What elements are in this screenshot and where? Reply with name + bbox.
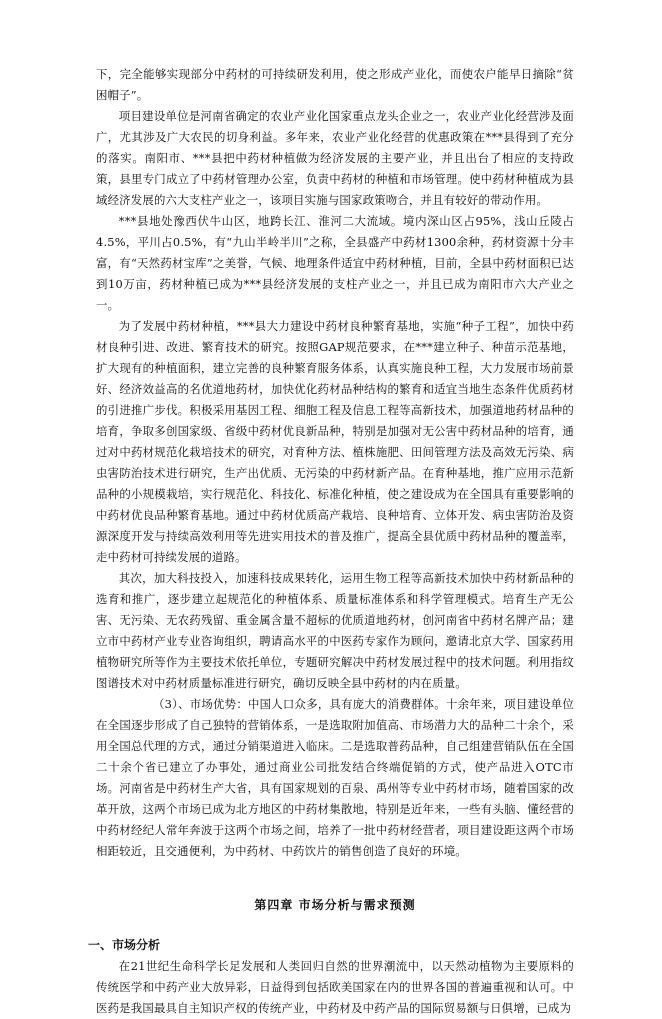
paragraph-breeding: 为了发展中药材种植，***县大力建设中药材良种繁育基地，实施“种子工程”，加快中药材良种引进、改进、繁育技术的研究。按照GAP规范要求，在***建立种子、种苗示范基地，扩大现有的种植面积，建立完善的良种繁育服务体系，认真实施良种工程，大力发展市场前景好、经济效益高的名优道地药材，加快优化药材品种结构的繁育和适宜当地生态条件优质药材的引进推广步伐。积极采用基因工程、细胞工程及信息工程等高新技术，加强道地药材品种的培育，争取多创国家级、省级中药材优良新品种，特别是加强对无公害中药材品种的培育，通过对中药材规范化栽培技术的研究，对育种方法、植株施肥、田间管理方法及高效无污染、病虫害防治技术进行研究，生产出优质、无污染的中药材新产品。在育种基地，推广应用示范新品种的小规模栽培，实行规范化、科技化、标准化种植，使之建设成为在全国具有重要影响的中药材优良品种繁育基地。通过中药材优质高产栽培、良种培育、立体开发、病虫害防治及资源深度开发与持续高效利用等先进实用技术的普及推广，提高全县优质中药材品种的覆盖率，走中药材可持续发展的道路。 [96, 319, 574, 564]
paragraph-policy: 项目建设单位是河南省确定的农业产业化国家重点龙头企业之一，农业产业化经营涉及面广，尤其涉及广大农民的切身利益。多年来，农业产业化经营的优惠政策在***县得到了充分的落实。南阳市、***县把中药材种植做为经济发展的主要产业，并且出台了相应的支持政策，县里专门成立了中药材管理办公室，负责中药材的种植和市场管理。使中药材种植成为县域经济发展的六大支柱产业之一，该项目实施与国家政策吻合，并且有较好的带动作用。 [96, 109, 574, 207]
paragraph-continuation: 下，完全能够实现部分中药材的可持续研发利用，使之形成产业化，而使农户能早日摘除“贫困帽子”。 [96, 67, 574, 102]
section-title: 一、市场分析 [88, 938, 161, 952]
chapter-title: 第四章 市场分析与需求预测 [254, 898, 416, 912]
paragraph-market-advantage: （3）、市场优势：中国人口众多，具有庞大的消费群体。十余年来，项目建设单位在全国逐步形成了自己独特的营销体系，一是选取附加值高、市场潜力大的品种二十余个，采用全国总代理的方式，通过分销渠道进入临床。二是选取普药品种，自己组建营销队伍在全国二十余个省已建立了办事处，通过商业公司批发结合终端促销的方式，使产品进入OTC市场。河南省是中药材生产大省，具有国家规划的百泉、禹州等专业中药材市场，随着国家的改革开放，这两个市场已成为北方地区的中药材集散地，特别是近年来，一些有头脑、懂经营的中药材经纪人常年奔波于这两个市场之间，培养了一批中药材经营者，项目建设距这两个市场相距较近，且交通便利，为中药材、中药饮片的销售创造了良好的环境。 [96, 697, 574, 858]
paragraph-geography: ***县地处豫西伏牛山区，地跨长江、淮河二大流域。境内深山区占95%，浅山丘陵占4.5%，平川占0.5%，有“九山半岭半川”之称，全县盛产中药材1300余种，药材资源十分丰富，有“天然药材宝库”之美誉，气候、地理条件适宜中药材种植，目前，全县中药材面积已达到10万亩，药材种植已成为***县经济发展的支柱产业之一，并且已成为南阳市六大产业之一。 [96, 214, 574, 312]
paragraph-market-analysis: 在21世纪生命科学长足发展和人类回归自然的世界潮流中，以天然动植物为主要原料的传统医学和中药产业大放异彩，日益得到包括欧美国家在内的世界各国的普遍重视和认可。中医药是我国最具自主知识产权的传统产业，中药材及中药产品的国际贸易额与日俱增，已成为 [96, 959, 574, 1015]
paragraph-technology: 其次，加大科技投入，加速科技成果转化，运用生物工程等高新技术加快中药材新品种的选育和推广，逐步建立起规范化的种植体系、质量标准体系和科学管理模式。培育生产无公害、无污染、无农药残留、重金属含量不超标的优质道地药材，创河南省中药材名牌产品；建立市中药材产业专业咨询组织，聘请高水平的中医药专家作为顾问，邀请北京大学、国家药用植物研究所等作为主要技术依托单位，专题研究解决中药材发展过程中的技术问题。利用指纹图谱技术对中药材质量标准进行研究，确切反映全县中药材的内在质量。 [96, 571, 574, 690]
